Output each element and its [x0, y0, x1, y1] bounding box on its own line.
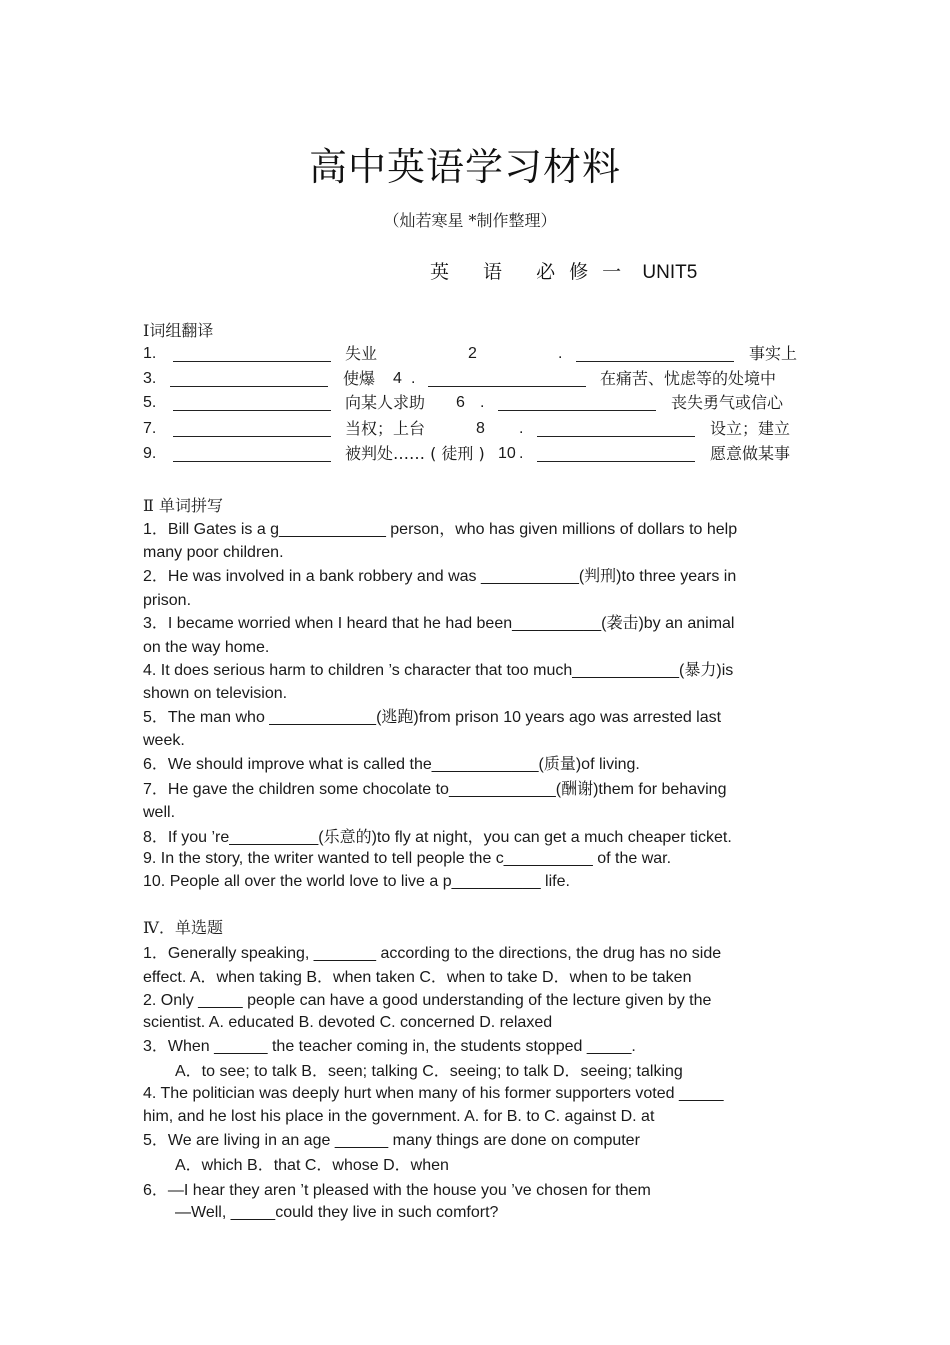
item-number: 8	[476, 420, 485, 437]
phrase-row	[143, 392, 813, 414]
options-line: A．which B．that C．whose D．when	[175, 1157, 449, 1174]
question-line: 5．We are living in an age ______ many things are done on computer	[143, 1132, 640, 1149]
phrase-cn: 当权；上台	[345, 419, 426, 438]
question-line: 7．He gave the children some chocolate to____________(酬谢)them for behaving	[143, 781, 727, 798]
question-line: him, and he lost his place in the government. A. for B. to C. against D. at	[143, 1108, 655, 1125]
item-number: 10	[498, 445, 516, 462]
phrase-cn: 被判处…… ( 徒刑 )	[345, 444, 485, 463]
phrase-cn: 丧失勇气或信心	[671, 393, 784, 412]
answer-blank[interactable]	[173, 347, 331, 362]
phrase-row	[143, 443, 813, 465]
item-number: 3.	[143, 370, 157, 387]
question-line: 2. Only _____ people can have a good understanding of the lecture given by the	[143, 992, 712, 1009]
question-line: 2．He was involved in a bank robbery and was ___________(判刑)to three years in	[143, 568, 737, 585]
question-line: 1．Generally speaking, _______ according to the directions, the drug has no side	[143, 945, 722, 962]
question-line: scientist. A. educated B. devoted C. concerned D. relaxed	[143, 1014, 553, 1031]
phrase-cn: 设立；建立	[710, 419, 791, 438]
unit-title-en: UNIT5	[642, 262, 698, 283]
phrase-cn: 事实上	[749, 344, 798, 363]
answer-blank[interactable]	[170, 372, 328, 387]
answer-blank[interactable]	[428, 372, 586, 387]
question-line: 1．Bill Gates is a g____________ person，who has given millions of dollars to help	[143, 521, 738, 538]
question-line: —Well, _____could they live in such comfort?	[175, 1204, 499, 1221]
question-line: 8．If you ’re__________(乐意的)to fly at night，you can get a much cheaper ticket.	[143, 829, 732, 846]
question-line: prison.	[143, 592, 192, 609]
answer-blank[interactable]	[576, 347, 734, 362]
unit-title	[430, 257, 697, 284]
question-line: many poor children.	[143, 544, 284, 561]
section-2-heading: Ⅱ 单词拼写	[143, 496, 223, 515]
item-number: 9.	[143, 445, 157, 462]
item-number: 1.	[143, 345, 157, 362]
answer-blank[interactable]	[498, 396, 656, 411]
question-line: 5．The man who ____________(逃跑)from prison 10 years ago was arrested last	[143, 709, 722, 726]
section-1-heading: Ⅰ词组翻译	[143, 321, 214, 340]
item-dot: .	[558, 345, 563, 362]
item-number: 6	[456, 394, 465, 411]
question-line: shown on television.	[143, 685, 288, 702]
item-number: 5.	[143, 394, 157, 411]
item-dot: .	[411, 370, 416, 387]
phrase-row	[143, 418, 813, 440]
item-number: 7.	[143, 420, 157, 437]
options-line: A．to see; to talk B．seen; talking C．seeing; to talk D．seeing; talking	[175, 1063, 683, 1080]
item-dot: .	[480, 394, 485, 411]
answer-blank[interactable]	[537, 447, 695, 462]
question-line: 10. People all over the world love to live a p__________ life.	[143, 873, 570, 890]
item-dot: .	[519, 445, 524, 462]
question-line: 4. The politician was deeply hurt when many of his former supporters voted _____	[143, 1085, 724, 1102]
page-subtitle: （灿若寒星 *制作整理）	[383, 211, 557, 230]
question-line: 4. It does serious harm to children ’s character that too much____________(暴力)is	[143, 662, 734, 679]
phrase-cn: 使爆	[343, 369, 376, 388]
question-line: 6．—I hear they aren ’t pleased with the house you ’ve chosen for them	[143, 1182, 651, 1199]
unit-title-cn: 英 语 必修一	[430, 261, 636, 283]
question-line: 6．We should improve what is called the____________(质量)of living.	[143, 756, 640, 773]
page-title: 高中英语学习材料	[308, 145, 621, 189]
question-line: well.	[143, 804, 176, 821]
question-line: effect. A．when taking B．when taken C．when to take D．when to be taken	[143, 969, 692, 986]
question-line: 3．I became worried when I heard that he had been__________(袭击)by an animal	[143, 615, 735, 632]
question-line: week.	[143, 732, 185, 749]
answer-blank[interactable]	[173, 422, 331, 437]
section-4-heading: Ⅳ．单选题	[143, 918, 223, 937]
phrase-row	[143, 343, 813, 365]
answer-blank[interactable]	[173, 447, 331, 462]
phrase-cn: 向某人求助	[345, 393, 426, 412]
phrase-row	[143, 368, 813, 390]
item-dot: .	[519, 420, 524, 437]
answer-blank[interactable]	[173, 396, 331, 411]
question-line: 3．When ______ the teacher coming in, the students stopped _____.	[143, 1038, 636, 1055]
question-line: 9. In the story, the writer wanted to tell people the c__________ of the war.	[143, 850, 672, 867]
item-number: 2	[468, 345, 477, 362]
question-line: on the way home.	[143, 639, 270, 656]
phrase-cn: 失业	[345, 344, 378, 363]
item-number: 4	[393, 370, 402, 387]
answer-blank[interactable]	[537, 422, 695, 437]
phrase-cn: 在痛苦、忧虑等的处境中	[600, 369, 777, 388]
phrase-cn: 愿意做某事	[710, 444, 791, 463]
